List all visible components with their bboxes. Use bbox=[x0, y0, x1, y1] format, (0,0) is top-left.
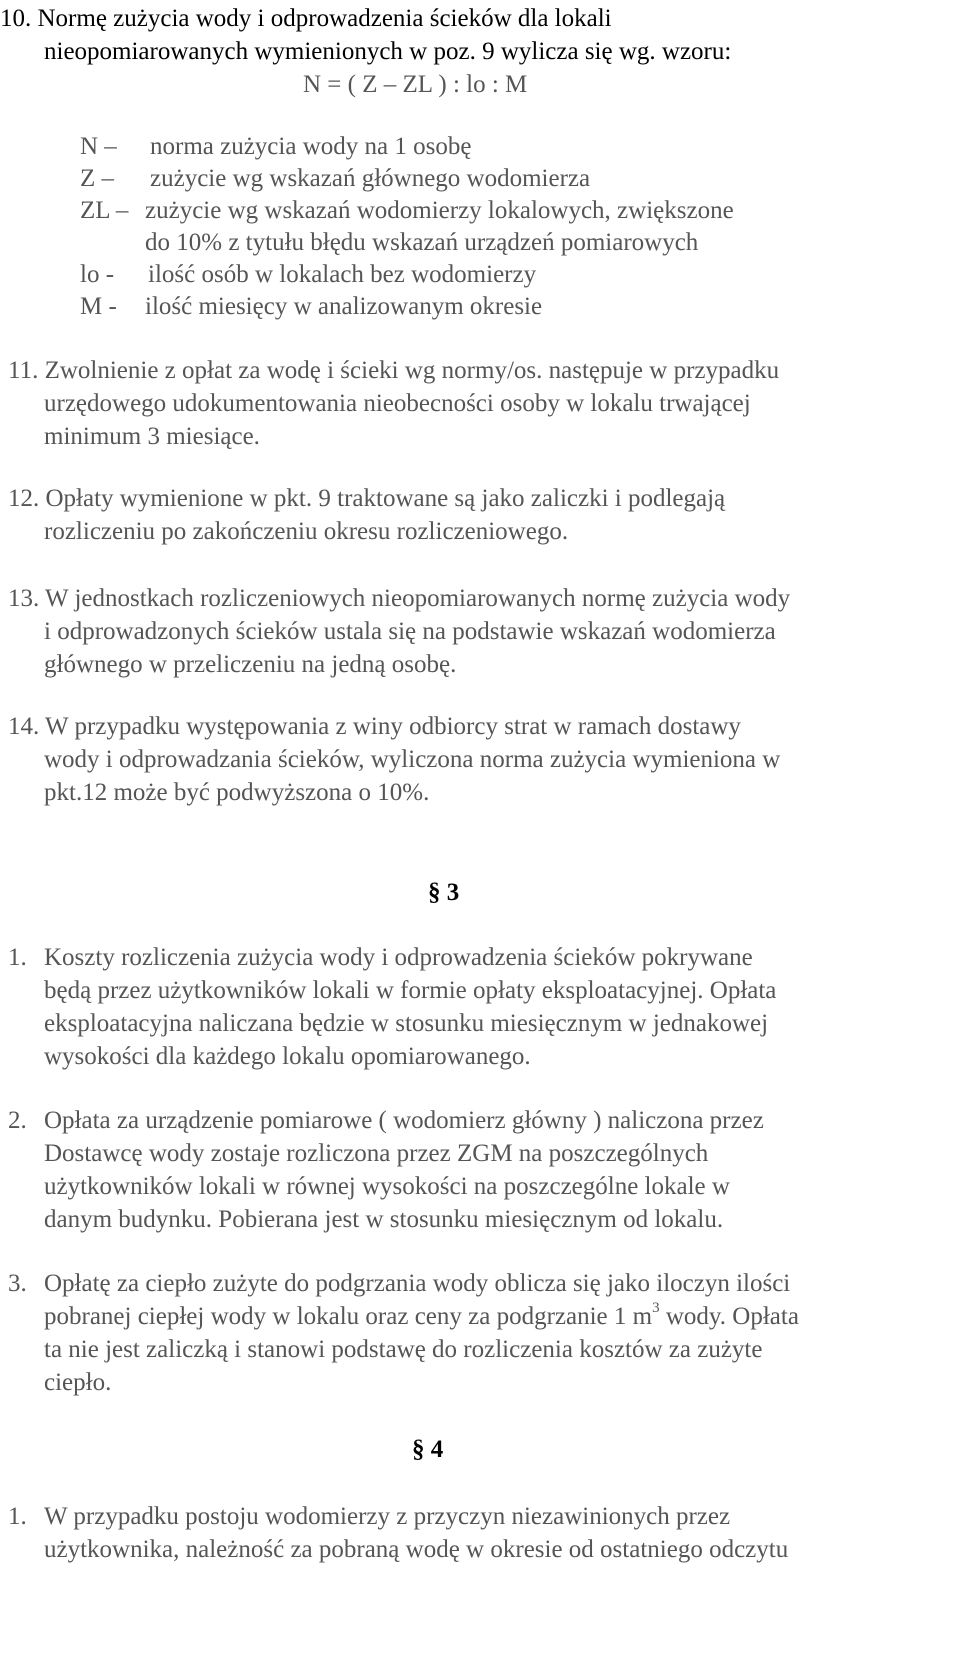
s3-p2-line4: danym budynku. Pobierana jest w stosunku miesięcznym od lokalu. bbox=[44, 1206, 724, 1233]
section-4-heading: § 4 bbox=[412, 1436, 444, 1463]
item14-line1: 14. W przypadku występowania z winy odbiorcy strat w ramach dostawy bbox=[8, 713, 741, 740]
s3-p1-number: 1. bbox=[8, 944, 27, 971]
s3-p1-line4: wysokości dla każdego lokalu opomiarowanego. bbox=[44, 1043, 531, 1070]
s3-p3-line4: ciepło. bbox=[44, 1369, 112, 1396]
item13-line3: głównego w przeliczeniu na jedną osobę. bbox=[44, 651, 457, 678]
s3-p3-line2 bbox=[44, 1302, 799, 1335]
superscript-3: 3 bbox=[652, 1300, 660, 1316]
item12-line2: rozliczeniu po zakończeniu okresu rozliczeniowego. bbox=[44, 518, 569, 545]
item11-line2: urzędowego udokumentowania nieobecności osoby w lokalu trwającej bbox=[44, 390, 751, 417]
item11-line1: 11. Zwolnienie z opłat za wodę i ścieki wg normy/os. następuje w przypadku bbox=[8, 357, 780, 384]
s3-p3-line2-tail: wody. Opłata bbox=[659, 1303, 799, 1330]
legend-description: zużycie wg wskazań wodomierzy lokalowych, zwiększone bbox=[145, 197, 734, 224]
item10-line2: nieopomiarowanych wymienionych w poz. 9 wylicza się wg. wzoru: bbox=[44, 38, 732, 65]
s3-p3-number: 3. bbox=[8, 1270, 27, 1297]
s3-p2-line1: Opłata za urządzenie pomiarowe ( wodomierz główny ) naliczona przez bbox=[44, 1107, 764, 1134]
s3-p3-line2-text: pobranej ciepłej wody w lokalu oraz ceny za podgrzanie 1 m bbox=[44, 1303, 653, 1330]
item14-line2: wody i odprowadzania ścieków, wyliczona norma zużycia wymieniona w bbox=[44, 746, 781, 773]
legend-description: norma zużycia wody na 1 osobę bbox=[150, 133, 472, 160]
formula: N = ( Z – ZL ) : lo : M bbox=[303, 71, 528, 98]
s4-p1-line1: W przypadku postoju wodomierzy z przyczyn niezawinionych przez bbox=[44, 1503, 731, 1530]
legend-symbol: N – bbox=[80, 133, 117, 160]
legend-symbol: Z – bbox=[80, 165, 115, 192]
legend-description: ilość osób w lokalach bez wodomierzy bbox=[148, 261, 537, 288]
legend-description: zużycie wg wskazań głównego wodomierza bbox=[150, 165, 591, 192]
item14-line3: pkt.12 może być podwyższona o 10%. bbox=[44, 779, 430, 806]
s3-p2-line3: użytkowników lokali w równej wysokości na poszczególne lokale w bbox=[44, 1173, 730, 1200]
legend-symbol: M - bbox=[80, 293, 117, 320]
s3-p1-line2: będą przez użytkowników lokali w formie opłaty eksploatacyjnej. Opłata bbox=[44, 977, 777, 1004]
s3-p2-number: 2. bbox=[8, 1107, 27, 1134]
s3-p1-line1: Koszty rozliczenia zużycia wody i odprowadzenia ścieków pokrywane bbox=[44, 944, 753, 971]
s4-p1-line2: użytkownika, należność za pobraną wodę w okresie od ostatniego odczytu bbox=[44, 1536, 789, 1563]
item13-line2: i odprowadzonych ścieków ustala się na podstawie wskazań wodomierza bbox=[44, 618, 776, 645]
item11-line3: minimum 3 miesiące. bbox=[44, 423, 260, 450]
s4-p1-number: 1. bbox=[8, 1503, 27, 1530]
item12-line1: 12. Opłaty wymienione w pkt. 9 traktowane są jako zaliczki i podlegają bbox=[8, 485, 726, 512]
legend-description: do 10% z tytułu błędu wskazań urządzeń pomiarowych bbox=[145, 229, 699, 256]
section-3-heading: § 3 bbox=[428, 879, 460, 906]
s3-p1-line3: eksploatacyjna naliczana będzie w stosunku miesięcznym w jednakowej bbox=[44, 1010, 769, 1037]
s3-p3-line3: ta nie jest zaliczką i stanowi podstawę do rozliczenia kosztów za zużyte bbox=[44, 1336, 763, 1363]
legend-symbol: lo - bbox=[80, 261, 115, 288]
s3-p2-line2: Dostawcę wody zostaje rozliczona przez ZGM na poszczególnych bbox=[44, 1140, 709, 1167]
s3-p3-line1: Opłatę za ciepło zużyte do podgrzania wody oblicza się jako iloczyn ilości bbox=[44, 1270, 791, 1297]
legend-symbol: ZL – bbox=[80, 197, 129, 224]
item10-line1: 10. Normę zużycia wody i odprowadzenia ścieków dla lokali bbox=[0, 5, 612, 32]
item13-line1: 13. W jednostkach rozliczeniowych nieopomiarowanych normę zużycia wody bbox=[8, 585, 791, 612]
legend-description: ilość miesięcy w analizowanym okresie bbox=[145, 293, 543, 320]
